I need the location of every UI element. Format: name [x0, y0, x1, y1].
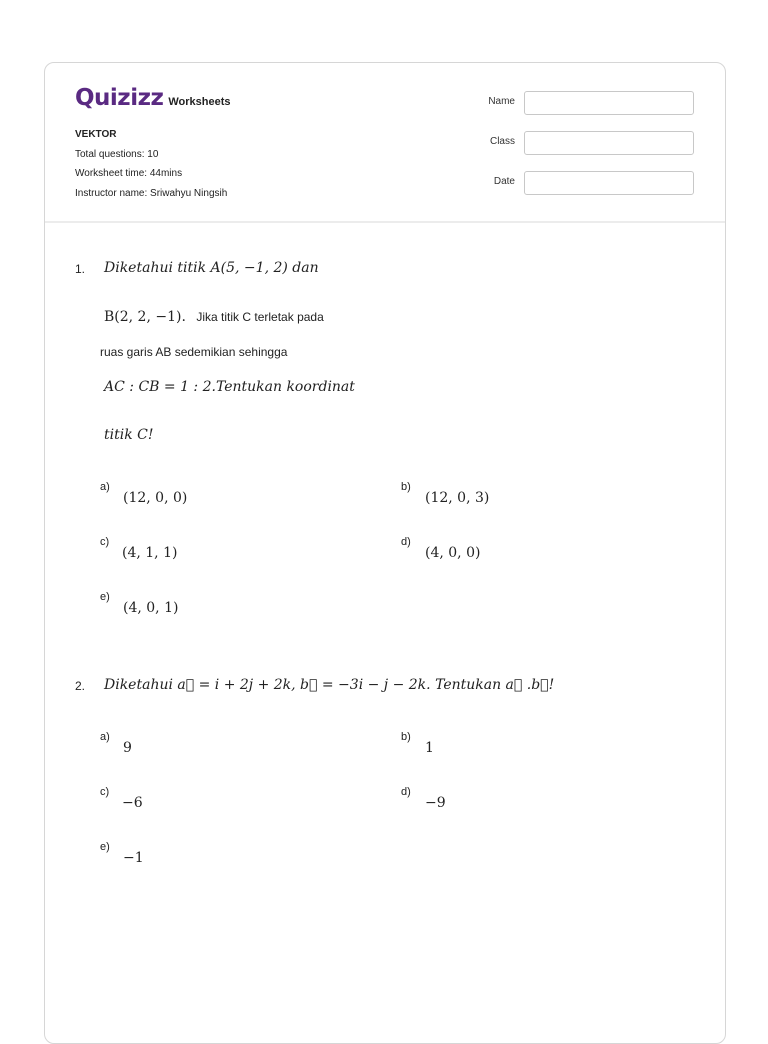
option-a-value[interactable]: 9 — [123, 740, 132, 756]
worksheet-meta — [75, 125, 227, 203]
option-b-label[interactable]: b) — [401, 731, 411, 743]
option-e-value[interactable]: (4, 0, 1) — [123, 600, 179, 616]
worksheet-page — [44, 62, 726, 1044]
option-c-value[interactable]: −6 — [122, 795, 143, 811]
quizizz-logo — [75, 85, 231, 111]
question-text-line: ruas garis AB sedemikian sehingga — [100, 345, 288, 359]
name-label: Name — [488, 96, 515, 107]
option-d-value[interactable]: (4, 0, 0) — [425, 545, 481, 561]
option-a-value[interactable]: (12, 0, 0) — [123, 490, 188, 506]
question-number: 2. — [75, 679, 86, 693]
question-text-line: Diketahui a⃗ = i + 2j + 2k, b⃗ = −3i − j − 2k. Tentukan a⃗ .b⃗! — [104, 677, 555, 693]
option-d-label[interactable]: d) — [401, 786, 411, 798]
option-d-label[interactable]: d) — [401, 536, 411, 548]
question-text-line: titik C! — [104, 427, 154, 443]
name-input[interactable] — [524, 91, 694, 115]
question-number: 1. — [75, 262, 86, 276]
option-b-label[interactable]: b) — [401, 481, 411, 493]
option-b-value[interactable]: 1 — [425, 740, 434, 756]
question-text-line — [104, 308, 324, 326]
question-text-line: AC : CB = 1 : 2.Tentukan koordinat — [104, 379, 355, 395]
option-e-label[interactable]: e) — [100, 591, 110, 603]
class-input[interactable] — [524, 131, 694, 155]
class-label: Class — [489, 136, 515, 147]
name-field-group — [465, 91, 695, 115]
option-e-label[interactable]: e) — [100, 841, 110, 853]
option-a-label[interactable]: a) — [100, 731, 110, 743]
option-a-label[interactable]: a) — [100, 481, 110, 493]
date-field-group — [465, 171, 695, 195]
total-questions: Total questions: 10 — [75, 148, 159, 160]
option-d-value[interactable]: −9 — [425, 795, 446, 811]
question-math: B(2, 2, −1). — [104, 309, 186, 325]
date-label: Date — [493, 176, 515, 187]
worksheet-header — [45, 63, 725, 223]
question-text-line: Diketahui titik A(5, −1, 2) dan — [104, 260, 319, 276]
brand-name: Quizizz — [75, 85, 164, 111]
worksheet-title: VEKTOR — [75, 129, 117, 140]
worksheet-time: Worksheet time: 44mins — [75, 168, 183, 179]
option-c-value[interactable]: (4, 1, 1) — [122, 545, 178, 561]
option-c-label[interactable]: c) — [100, 786, 110, 798]
instructor-name: Instructor name: Sriwahyu Ningsih — [75, 187, 228, 199]
brand-subtitle: Worksheets — [168, 96, 231, 108]
option-c-label[interactable]: c) — [100, 536, 110, 548]
option-e-value[interactable]: −1 — [123, 850, 144, 866]
class-field-group — [465, 131, 695, 155]
question-text: Jika titik C terletak pada — [196, 310, 324, 324]
date-input[interactable] — [524, 171, 694, 195]
option-b-value[interactable]: (12, 0, 3) — [425, 490, 490, 506]
